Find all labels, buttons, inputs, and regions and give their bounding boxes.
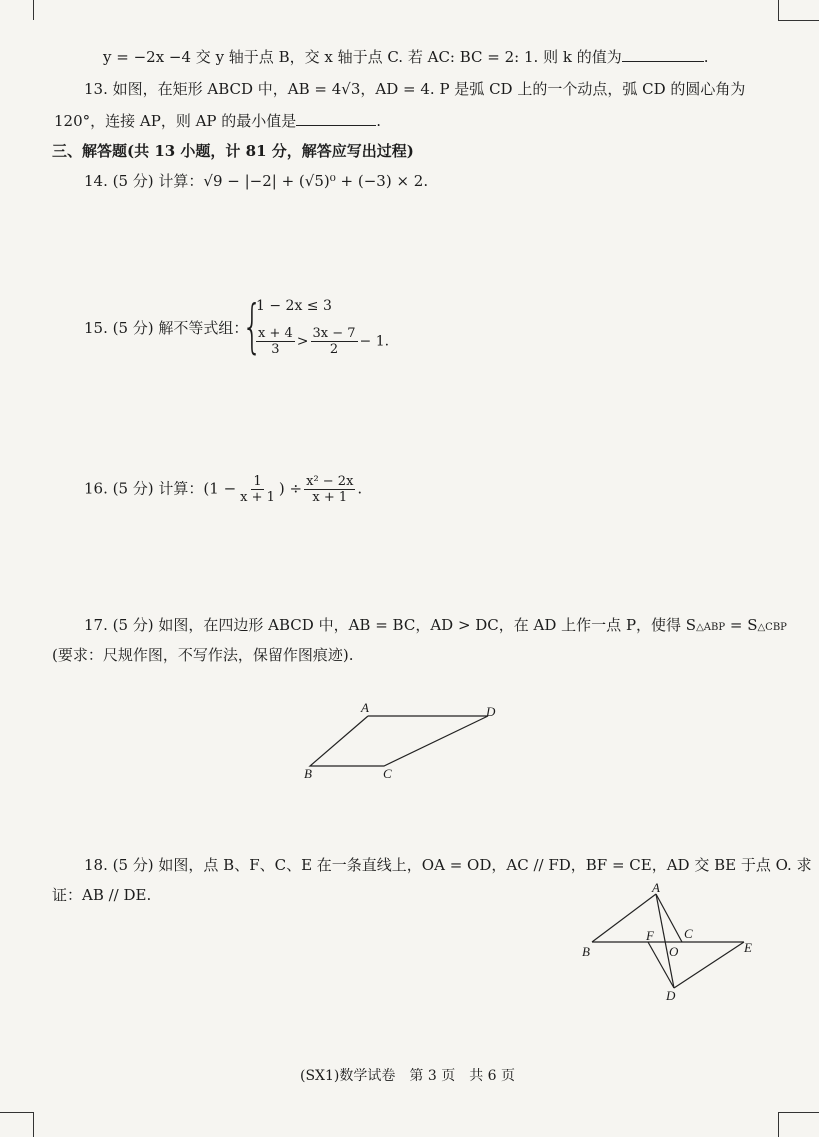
q15-ineq2: $\frac{x + 4}{3}$ > $\frac{3x - 7}{2}$ − 1. (258, 326, 390, 357)
label-C: C (684, 926, 693, 941)
q18-figure (578, 880, 758, 1004)
page-footer: (SX1)数学试卷 第 3 页 共 6 页 (300, 1068, 516, 1084)
label-F: F (646, 928, 654, 943)
crop-mark-top-right (778, 0, 779, 20)
q14: 14. (5 分) 计算：√9 − |−2| + (√5)⁰ + (−3) × 2. (84, 172, 429, 190)
q15-label: 15. (5 分) 解不等式组： (84, 319, 249, 337)
crop-mark-bottom-left-h (0, 1112, 33, 1113)
q15-ineq1: 1 − 2x ≤ 3 (256, 298, 332, 314)
q12-continuation: y = −2x −4 交 y 轴于点 B，交 x 轴于点 C. 若 AC: BC = 2: 1. 则 k 的值为 . (103, 48, 709, 66)
q16-frac1: $\frac{1}{x + 1}$ (240, 474, 275, 505)
q13-line1: 13. 如图，在矩形 ABCD 中，AB = 4√3，AD = 4. P 是弧 CD 上的一个动点，弧 CD 的圆心角为 (84, 80, 746, 98)
label-A: A (652, 880, 660, 895)
q15-frac1: $\frac{x + 4}{3}$ (258, 326, 293, 357)
q16: 16. (5 分) 计算：(1 − $\frac{1}{x + 1}$ ) ÷ $\frac{\text{x² − 2x}}{x + 1}$ . (84, 474, 363, 505)
crop-mark-bottom-right-h (778, 1112, 819, 1113)
q13-answer-blank (296, 125, 376, 126)
label-B: B (582, 944, 590, 959)
q15-frac2: $\frac{3x - 7}{2}$ (312, 326, 356, 357)
label-A: A (361, 700, 369, 715)
label-C: C (383, 766, 392, 781)
label-O: O (669, 944, 679, 959)
crop-mark-top-right-h (778, 20, 819, 21)
q13-line2: 120°，连接 AP，则 AP 的最小值是 . (54, 112, 382, 130)
label-D: D (486, 704, 496, 719)
q15-brace: { (242, 292, 263, 360)
q16-frac2: $\frac{\text{x² − 2x}}{x + 1}$ (306, 474, 354, 505)
line-AD (656, 894, 674, 988)
q18-line1: 18. (5 分) 如图，点 B、F、C、E 在一条直线上，OA = OD，AC // FD，BF = CE，AD 交 BE 于点 O. 求 (84, 856, 812, 874)
q12-answer-blank (622, 61, 704, 62)
label-D: D (666, 988, 676, 1003)
q18-line2: 证：AB // DE. (52, 886, 152, 904)
q17-figure-quadrilateral (296, 696, 516, 786)
crop-mark-bottom-left (33, 1112, 34, 1137)
q17-line1: 17. (5 分) 如图，在四边形 ABCD 中，AB = BC，AD > DC，在 AD 上作一点 P，使得 S△ABP = S△CBP (84, 616, 787, 634)
label-B: B (304, 766, 312, 781)
q17-line2: (要求：尺规作图，不写作法，保留作图痕迹). (52, 646, 354, 664)
line-AC (656, 894, 682, 942)
line-DE (674, 942, 744, 988)
label-E: E (744, 940, 752, 955)
crop-mark-top-left (33, 0, 34, 20)
section-3-heading: 三、解答题(共 13 小题，计 81 分，解答应写出过程) (52, 142, 414, 160)
crop-mark-bottom-right (778, 1112, 779, 1137)
quad-ABCD (310, 716, 488, 766)
